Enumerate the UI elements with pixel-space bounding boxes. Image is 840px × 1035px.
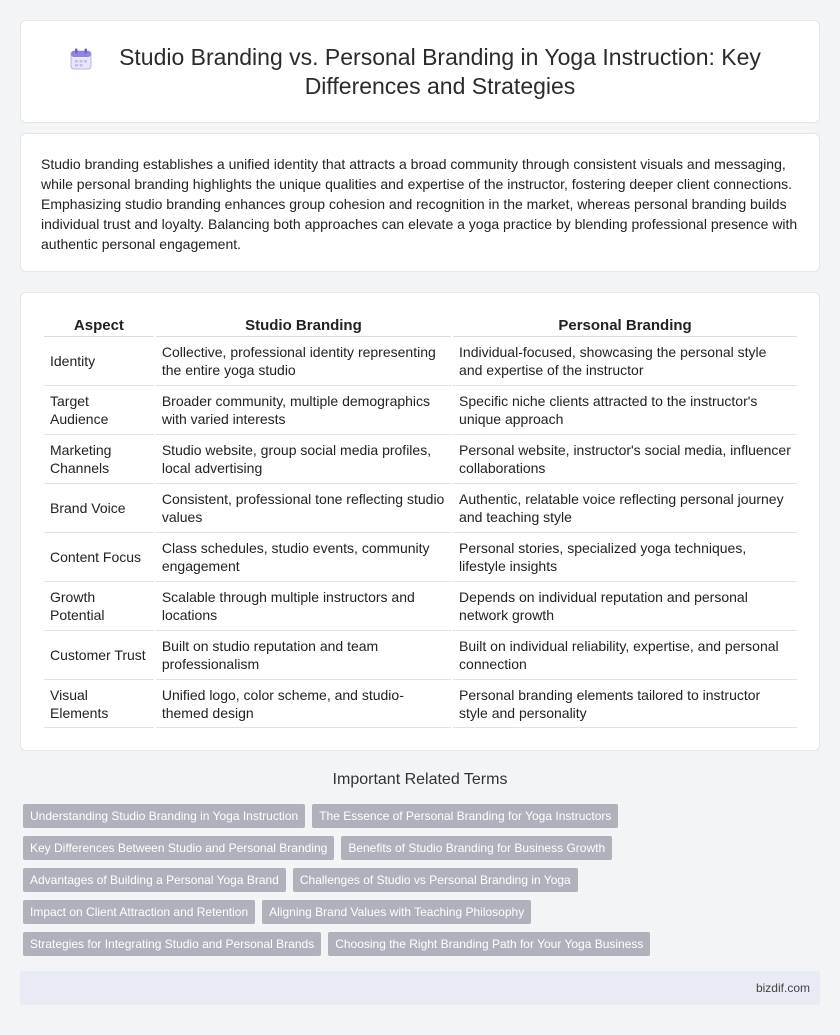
personal-cell: Specific niche clients attracted to the instructor's unique approach bbox=[453, 386, 797, 435]
table-row bbox=[44, 386, 797, 435]
related-term-link[interactable]: Choosing the Right Branding Path for Your Yoga Business bbox=[328, 932, 650, 956]
related-term-link[interactable]: Strategies for Integrating Studio and Personal Brands bbox=[23, 932, 321, 956]
header-personal-branding: Personal Branding bbox=[453, 313, 797, 337]
intro-paragraph: Studio branding establishes a unified identity that attracts a broad community through consistent visuals and messaging, while personal branding highlights the unique qualities and expertise of the instructor, fostering deeper client connections. Emphasizing studio branding enhances group cohesion and recognition in the market, whereas personal branding builds individual trust and loyalty. Balancing both approaches can elevate a yoga practice by blending professional presence with authentic personal engagement. bbox=[41, 156, 798, 252]
header-studio-branding: Studio Branding bbox=[156, 313, 451, 337]
aspect-cell: Visual Elements bbox=[44, 680, 154, 728]
comparison-table-card bbox=[20, 292, 820, 751]
related-term-link[interactable]: Aligning Brand Values with Teaching Philosophy bbox=[262, 900, 531, 924]
studio-cell: Unified logo, color scheme, and studio-themed design bbox=[156, 680, 451, 728]
page-title: Studio Branding vs. Personal Branding in Yoga Instruction: Key Differences and Strategies bbox=[119, 44, 761, 99]
footer-site-link[interactable]: bizdif.com bbox=[755, 981, 810, 995]
aspect-cell: Brand Voice bbox=[44, 484, 154, 533]
related-term-link[interactable]: Key Differences Between Studio and Personal Branding bbox=[23, 836, 334, 860]
table-row bbox=[44, 533, 797, 582]
aspect-cell: Target Audience bbox=[44, 386, 154, 435]
comparison-table bbox=[42, 313, 799, 728]
related-term-link[interactable]: Impact on Client Attraction and Retention bbox=[23, 900, 255, 924]
studio-cell: Built on studio reputation and team professionalism bbox=[156, 631, 451, 680]
related-term-link[interactable]: Understanding Studio Branding in Yoga Instruction bbox=[23, 804, 305, 828]
related-terms-title: Important Related Terms bbox=[332, 771, 508, 788]
table-header-row bbox=[44, 313, 797, 337]
aspect-cell: Identity bbox=[44, 337, 154, 386]
table-row bbox=[44, 680, 797, 728]
aspect-cell: Growth Potential bbox=[44, 582, 154, 631]
personal-cell: Individual-focused, showcasing the personal style and expertise of the instructor bbox=[453, 337, 797, 386]
personal-cell: Built on individual reliability, expertise, and personal connection bbox=[453, 631, 797, 680]
personal-cell: Authentic, relatable voice reflecting personal journey and teaching style bbox=[453, 484, 797, 533]
header-card bbox=[20, 20, 820, 123]
table-row bbox=[44, 337, 797, 386]
footer bbox=[20, 971, 820, 1005]
studio-cell: Studio website, group social media profiles, local advertising bbox=[156, 435, 451, 484]
studio-cell: Collective, professional identity representing the entire yoga studio bbox=[156, 337, 451, 386]
studio-cell: Class schedules, studio events, community engagement bbox=[156, 533, 451, 582]
related-term-link[interactable]: Challenges of Studio vs Personal Branding in Yoga bbox=[293, 868, 578, 892]
header-aspect: Aspect bbox=[44, 313, 154, 337]
table-row bbox=[44, 484, 797, 533]
table-row bbox=[44, 582, 797, 631]
personal-cell: Personal branding elements tailored to instructor style and personality bbox=[453, 680, 797, 728]
personal-cell: Depends on individual reputation and personal network growth bbox=[453, 582, 797, 631]
related-terms-list bbox=[23, 804, 823, 964]
aspect-cell: Customer Trust bbox=[44, 631, 154, 680]
personal-cell: Personal website, instructor's social media, influencer collaborations bbox=[453, 435, 797, 484]
related-term-link[interactable]: The Essence of Personal Branding for Yoga Instructors bbox=[312, 804, 618, 828]
related-term-link[interactable]: Benefits of Studio Branding for Business Growth bbox=[341, 836, 612, 860]
related-term-link[interactable]: Advantages of Building a Personal Yoga Brand bbox=[23, 868, 286, 892]
studio-cell: Consistent, professional tone reflecting studio values bbox=[156, 484, 451, 533]
table-row bbox=[44, 435, 797, 484]
personal-cell: Personal stories, specialized yoga techniques, lifestyle insights bbox=[453, 533, 797, 582]
studio-cell: Broader community, multiple demographics with varied interests bbox=[156, 386, 451, 435]
aspect-cell: Content Focus bbox=[44, 533, 154, 582]
aspect-cell: Marketing Channels bbox=[44, 435, 154, 484]
studio-cell: Scalable through multiple instructors and locations bbox=[156, 582, 451, 631]
table-row bbox=[44, 631, 797, 680]
intro-card bbox=[20, 133, 820, 272]
